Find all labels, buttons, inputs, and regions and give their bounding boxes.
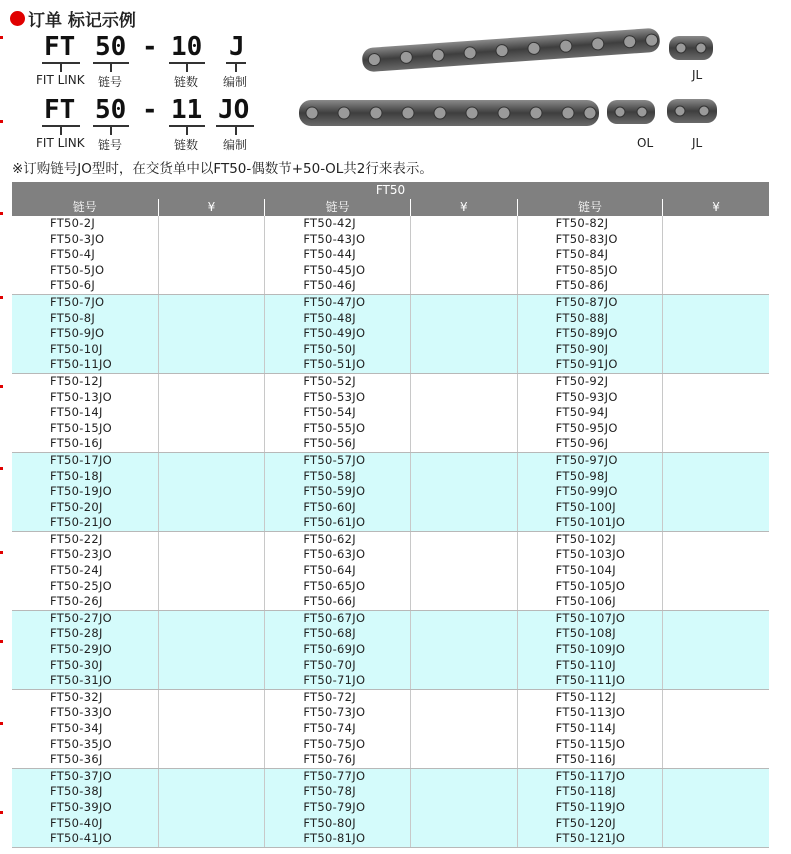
chain-no-cell: FT50-34J — [50, 721, 103, 735]
chain-no-column — [264, 532, 410, 610]
chain-no-column — [264, 295, 410, 373]
chain-no-cell: FT50-121JO — [555, 831, 626, 846]
chain-no-cell: FT50-93JO — [555, 389, 618, 404]
chain-no-cell: FT50-37JO — [50, 768, 112, 783]
chain-no-column — [12, 295, 158, 373]
chain-no-cell: FT50-68J — [303, 626, 356, 641]
chain-no-cell: FT50-17JO — [50, 452, 112, 467]
chain-no-cell: FT50-102J — [555, 531, 616, 546]
tick — [60, 63, 62, 72]
chain-no-cell: FT50-105JO — [555, 578, 626, 593]
chain-no-cell: FT50-98J — [555, 468, 609, 483]
chain-no-cell: FT50-54J — [303, 405, 356, 420]
chain-no-cell: FT50-85JO — [555, 262, 618, 277]
col-header-chain-no: 链号 — [517, 199, 663, 216]
price-column — [662, 216, 769, 294]
chain-no-column — [12, 374, 158, 452]
chain-no-cell: FT50-7JO — [50, 294, 105, 309]
chain-no-column — [517, 611, 663, 689]
ol-link-photo — [604, 92, 658, 132]
heading-text: 订单 标记示例 — [28, 11, 136, 31]
chain-no-cell: FT50-44J — [303, 247, 356, 262]
chain-no-column — [12, 769, 158, 847]
chain-no-cell: FT50-13JO — [50, 389, 112, 404]
chain-no-cell: FT50-110J — [555, 657, 616, 672]
price-column — [410, 295, 517, 373]
chain-no-cell: FT50-46J — [303, 278, 356, 293]
price-table — [12, 182, 769, 848]
chain-no-cell: FT50-87JO — [555, 294, 618, 309]
price-column — [158, 374, 265, 452]
chain-no-cell: FT50-116J — [555, 752, 616, 767]
label-fit-link: FIT LINK — [36, 73, 85, 87]
table-row-group — [12, 295, 769, 374]
chain-no-cell: FT50-33JO — [50, 705, 112, 720]
label-chain-no: 链号 — [98, 75, 123, 89]
chain-no-cell: FT50-28J — [50, 626, 103, 641]
col-header-price: ¥ — [158, 199, 265, 216]
chain-no-cell: FT50-55JO — [303, 420, 366, 435]
chain-no-column — [12, 690, 158, 768]
chain-no-cell: FT50-73JO — [303, 705, 366, 720]
price-column — [158, 769, 265, 847]
chain-no-column — [517, 532, 663, 610]
chain-no-cell: FT50-42J — [303, 216, 356, 230]
label-type: 编制 — [223, 138, 248, 152]
table-title: FT50 — [12, 182, 769, 199]
price-column — [158, 216, 265, 294]
price-column — [662, 690, 769, 768]
chain-no-cell: FT50-70J — [303, 657, 356, 672]
price-column — [158, 611, 265, 689]
tick — [186, 63, 188, 72]
chain-no-column — [264, 216, 410, 294]
chain-no-cell: FT50-3JO — [50, 231, 105, 246]
edge-mark — [0, 212, 3, 215]
chain-no-cell: FT50-9JO — [50, 326, 105, 341]
table-header-row — [12, 199, 769, 216]
chain-no-cell: FT50-26J — [50, 594, 103, 609]
edge-mark — [0, 811, 3, 814]
chain-no-cell: FT50-92J — [555, 373, 609, 388]
chain-no-cell: FT50-8J — [50, 310, 96, 325]
chain-no-cell: FT50-74J — [303, 721, 356, 735]
chain-no-cell: FT50-71JO — [303, 673, 366, 688]
tick — [235, 126, 237, 135]
chain-no-cell: FT50-47JO — [303, 294, 366, 309]
chain-no-cell: FT50-50J — [303, 341, 356, 356]
chain-no-cell: FT50-77JO — [303, 768, 366, 783]
chain-no-cell: FT50-21JO — [50, 515, 112, 530]
price-column — [410, 690, 517, 768]
chain-no-cell: FT50-95JO — [555, 420, 618, 435]
chain-no-cell: FT50-64J — [303, 563, 356, 578]
edge-mark — [0, 722, 3, 725]
table-row-group — [12, 374, 769, 453]
chain-no-cell: FT50-84J — [555, 247, 609, 262]
table-row-group — [12, 769, 769, 848]
chain-no-cell: FT50-114J — [555, 721, 616, 735]
price-column — [662, 611, 769, 689]
code-part-links: 11 — [171, 95, 203, 125]
chain-no-column — [517, 295, 663, 373]
price-column — [410, 216, 517, 294]
chain-no-cell: FT50-29JO — [50, 642, 112, 657]
chain-no-cell: FT50-53JO — [303, 389, 366, 404]
chain-no-cell: FT50-41JO — [50, 831, 112, 846]
chain-no-cell: FT50-81JO — [303, 831, 366, 846]
price-column — [410, 374, 517, 452]
chain-no-column — [12, 216, 158, 294]
chain-no-cell: FT50-48J — [303, 310, 356, 325]
price-column — [158, 690, 265, 768]
label-type: 编制 — [223, 75, 248, 89]
code-part-type: J — [229, 32, 245, 62]
chain-no-cell: FT50-99JO — [555, 484, 618, 499]
chain-no-cell: FT50-111JO — [555, 673, 626, 688]
table-row-group — [12, 453, 769, 532]
chain-no-cell: FT50-72J — [303, 689, 356, 704]
chain-no-cell: FT50-78J — [303, 784, 356, 799]
chain-no-cell: FT50-115JO — [555, 736, 626, 751]
chain-no-cell: FT50-38J — [50, 784, 103, 799]
chain-no-cell: FT50-18J — [50, 468, 103, 483]
chain-no-cell: FT50-52J — [303, 373, 356, 388]
code-part-pitch: 50 — [95, 32, 127, 62]
order-note: ※订购链号JO型时，在交货单中以FT50-偶数节+50-OL共2行来表示。 — [12, 161, 433, 177]
chain-no-cell: FT50-108J — [555, 626, 616, 641]
chain-no-cell: FT50-67JO — [303, 610, 366, 625]
chain-no-cell: FT50-16J — [50, 436, 103, 451]
chain-no-cell: FT50-14J — [50, 405, 103, 420]
section-heading — [10, 6, 136, 31]
chain-no-cell: FT50-91JO — [555, 357, 618, 372]
chain-no-cell: FT50-31JO — [50, 673, 112, 688]
col-header-chain-no: 链号 — [12, 199, 158, 216]
chain-no-cell: FT50-79JO — [303, 799, 366, 814]
chain-no-cell: FT50-65JO — [303, 578, 366, 593]
chain-no-cell: FT50-11JO — [50, 357, 112, 372]
table-row-group — [12, 216, 769, 295]
label-link-count: 链数 — [174, 75, 199, 89]
chain-jo-photo — [296, 90, 602, 136]
edge-mark — [0, 36, 3, 39]
chain-no-cell: FT50-6J — [50, 278, 96, 293]
price-column — [410, 769, 517, 847]
chain-no-cell: FT50-75JO — [303, 736, 366, 751]
price-column — [410, 532, 517, 610]
chain-no-column — [12, 453, 158, 531]
chain-no-cell: FT50-103JO — [555, 547, 626, 562]
table-row-group — [12, 690, 769, 769]
chain-no-cell: FT50-89JO — [555, 326, 618, 341]
chain-no-cell: FT50-15JO — [50, 420, 112, 435]
chain-no-cell: FT50-43JO — [303, 231, 366, 246]
table-row-group — [12, 611, 769, 690]
jl-link-photo — [664, 90, 720, 132]
code-part-dash: - — [142, 32, 158, 62]
chain-no-column — [517, 453, 663, 531]
price-column — [662, 295, 769, 373]
price-column — [158, 532, 265, 610]
tick — [186, 126, 188, 135]
chain-no-column — [264, 374, 410, 452]
code-part-pitch: 50 — [95, 95, 127, 125]
chain-no-cell: FT50-60J — [303, 499, 356, 514]
code-part-type: JO — [218, 95, 250, 125]
chain-no-cell: FT50-106J — [555, 594, 616, 609]
code-part-links: 10 — [171, 32, 203, 62]
price-column — [410, 611, 517, 689]
edge-mark — [0, 120, 3, 123]
chain-no-column — [264, 453, 410, 531]
table-row-group — [12, 532, 769, 611]
chain-no-cell: FT50-19JO — [50, 484, 112, 499]
chain-no-cell: FT50-88J — [555, 310, 609, 325]
chain-no-cell: FT50-12J — [50, 373, 103, 388]
price-column — [662, 374, 769, 452]
chain-no-cell: FT50-23JO — [50, 547, 112, 562]
chain-no-column — [12, 611, 158, 689]
chain-no-cell: FT50-104J — [555, 563, 616, 578]
label-jl-top: JL — [692, 68, 703, 82]
chain-no-column — [517, 769, 663, 847]
chain-no-cell: FT50-58J — [303, 468, 356, 483]
code-part-dash: - — [142, 95, 158, 125]
chain-no-cell: FT50-86J — [555, 278, 609, 293]
chain-no-cell: FT50-25JO — [50, 578, 112, 593]
chain-no-cell: FT50-80J — [303, 815, 356, 830]
chain-no-column — [517, 690, 663, 768]
chain-j-photo — [358, 28, 664, 72]
price-column — [158, 453, 265, 531]
price-column — [158, 295, 265, 373]
edge-mark — [0, 640, 3, 643]
chain-no-column — [264, 769, 410, 847]
chain-no-column — [264, 611, 410, 689]
price-column — [662, 532, 769, 610]
chain-no-column — [264, 690, 410, 768]
chain-no-column — [12, 532, 158, 610]
edge-mark — [0, 385, 3, 388]
label-fit-link: FIT LINK — [36, 136, 85, 150]
chain-no-cell: FT50-83JO — [555, 231, 618, 246]
chain-no-cell: FT50-30J — [50, 657, 103, 672]
chain-no-cell: FT50-119JO — [555, 799, 626, 814]
chain-no-cell: FT50-101JO — [555, 515, 626, 530]
code-part-series: FT — [44, 95, 76, 125]
tick — [110, 126, 112, 135]
chain-no-cell: FT50-45JO — [303, 262, 366, 277]
chain-no-cell: FT50-90J — [555, 341, 609, 356]
tick — [235, 63, 237, 72]
chain-no-cell: FT50-35JO — [50, 736, 112, 751]
price-column — [662, 453, 769, 531]
edge-mark — [0, 551, 3, 554]
chain-no-cell: FT50-112J — [555, 689, 616, 704]
chain-no-cell: FT50-27JO — [50, 610, 112, 625]
chain-no-cell: FT50-120J — [555, 815, 616, 830]
chain-no-cell: FT50-49JO — [303, 326, 366, 341]
chain-no-cell: FT50-109JO — [555, 642, 626, 657]
chain-no-cell: FT50-100J — [555, 499, 616, 514]
chain-no-cell: FT50-24J — [50, 563, 103, 578]
label-jl-bottom: JL — [692, 136, 703, 150]
chain-no-cell: FT50-4J — [50, 247, 96, 262]
price-column — [410, 453, 517, 531]
chain-no-cell: FT50-107JO — [555, 610, 626, 625]
col-header-price: ¥ — [410, 199, 517, 216]
tick — [110, 63, 112, 72]
col-header-chain-no: 链号 — [264, 199, 410, 216]
bullet-dot-icon — [10, 11, 25, 26]
chain-no-column — [517, 216, 663, 294]
edge-mark — [0, 296, 3, 299]
chain-no-cell: FT50-40J — [50, 815, 103, 830]
table-body — [12, 216, 769, 848]
chain-no-cell: FT50-2J — [50, 216, 96, 230]
chain-no-cell: FT50-22J — [50, 531, 103, 546]
chain-no-cell: FT50-51JO — [303, 357, 366, 372]
label-link-count: 链数 — [174, 138, 199, 152]
chain-no-cell: FT50-97JO — [555, 452, 618, 467]
chain-no-cell: FT50-59JO — [303, 484, 366, 499]
chain-no-column — [517, 374, 663, 452]
chain-no-cell: FT50-117JO — [555, 768, 626, 783]
chain-no-cell: FT50-36J — [50, 752, 103, 767]
tick — [60, 126, 62, 135]
chain-no-cell: FT50-96J — [555, 436, 609, 451]
label-chain-no: 链号 — [98, 138, 123, 152]
chain-no-cell: FT50-39JO — [50, 799, 112, 814]
chain-no-cell: FT50-56J — [303, 436, 356, 451]
code-part-series: FT — [44, 32, 76, 62]
edge-mark — [0, 467, 3, 470]
chain-no-cell: FT50-76J — [303, 752, 356, 767]
chain-no-cell: FT50-57JO — [303, 452, 366, 467]
label-ol: OL — [637, 136, 654, 150]
chain-no-cell: FT50-82J — [555, 216, 609, 230]
chain-no-cell: FT50-69JO — [303, 642, 366, 657]
chain-no-cell: FT50-66J — [303, 594, 356, 609]
chain-no-cell: FT50-62J — [303, 531, 356, 546]
chain-no-cell: FT50-20J — [50, 499, 103, 514]
col-header-price: ¥ — [662, 199, 769, 216]
chain-no-cell: FT50-5JO — [50, 262, 105, 277]
price-column — [662, 769, 769, 847]
chain-no-cell: FT50-32J — [50, 689, 103, 704]
chain-no-cell: FT50-63JO — [303, 547, 366, 562]
chain-no-cell: FT50-94J — [555, 405, 609, 420]
jl-link-photo — [666, 28, 716, 68]
chain-no-cell: FT50-10J — [50, 341, 103, 356]
chain-no-cell: FT50-113JO — [555, 705, 626, 720]
chain-no-cell: FT50-118J — [555, 784, 616, 799]
chain-no-cell: FT50-61JO — [303, 515, 366, 530]
